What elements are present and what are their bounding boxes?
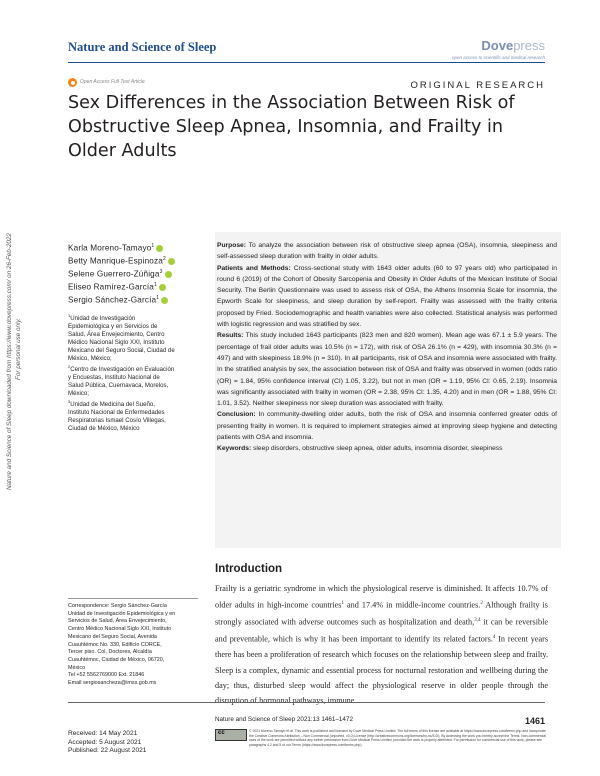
author-affiliation-ref: 1 xyxy=(153,282,157,288)
correspondence-email[interactable]: Email sergiosancheza@imss.gob.mx xyxy=(68,680,157,687)
intro-text-segment: it can be reversible and preventable, which is why it has been important to identify its related factors. xyxy=(215,618,548,645)
publisher-logo-name: Dove xyxy=(481,38,514,53)
abstract-conclusion xyxy=(217,409,557,443)
abstract-methods xyxy=(217,263,557,331)
download-watermark xyxy=(5,233,23,490)
header-divider xyxy=(68,62,545,63)
author-affiliation-ref: 1 xyxy=(156,295,160,301)
publisher-logo[interactable] xyxy=(481,38,545,53)
footer-divider xyxy=(68,702,545,703)
watermark-line: Nature and Science of Sleep downloaded from https://www.dovepress.com/ on 26-Feb-2022 xyxy=(6,233,13,490)
intro-text-segment: and 17.4% in middle-income countries. xyxy=(343,601,481,611)
published-date: Published: 22 August 2021 xyxy=(68,747,147,754)
watermark-line: For personal use only. xyxy=(15,318,22,380)
intro-text-segment: Although frailty is strongly associated with adverse outcomes such as hospitalization and death, xyxy=(215,601,548,628)
affiliation-text: Centro de Investigación en Evaluación y Encuestas, Instituto Nacional de Salud Pública, Cuernavaca, Morelos, México; xyxy=(68,366,175,398)
author-name[interactable] xyxy=(68,243,163,253)
correspondence-line: Cuauhtémoc No. 330, Edificio CORCE, xyxy=(68,641,162,648)
correspondence-line: Correspondence: Sergio Sánchez-García xyxy=(68,603,167,609)
footer-citation: Nature and Science of Sleep 2021:13 1461–1472 xyxy=(215,716,353,723)
affiliation-text: Unidad de Medicina del Sueño, Instituto Nacional de Enfermedades Respiratorias Ismael Cosío Villegas, Ciudad de México, México xyxy=(68,401,166,433)
abstract-purpose-label: Purpose: xyxy=(217,242,246,249)
affiliations xyxy=(68,312,176,433)
correspondence-line: Tercer piso. Col. Doctores, Alcaldía xyxy=(68,649,152,656)
accepted-date: Accepted: 5 August 2021 xyxy=(68,738,142,746)
open-access-label: Open Access Full Text Article xyxy=(80,79,145,85)
correspondence-block xyxy=(68,603,198,688)
publisher-logo-suffix: press xyxy=(513,38,545,53)
abstract-methods-label: Patients and Methods: xyxy=(217,264,291,272)
abstract-keywords-label: Keywords: xyxy=(217,445,252,453)
author-name-text: Eliseo Ramírez-García xyxy=(68,282,154,292)
abstract-conclusion-label: Conclusion: xyxy=(217,411,256,419)
affiliation-text: Unidad de Investigación Epidemiológica y en Servicios de Salud, Área Envejecimiento, Centro Médico Nacional Siglo XXI, Instituto Mexicano del Seguro Social, Ciudad de México, México; xyxy=(68,315,175,363)
page-number: 1461 xyxy=(524,716,545,726)
publisher-tagline: open access to scientific and medical research xyxy=(451,55,545,60)
article-title: Sex Differences in the Association Between Risk of Obstructive Sleep Apnea, Insomnia, and Frailty in Older Adults xyxy=(68,93,515,161)
citation-link[interactable]: 4 xyxy=(492,635,496,641)
correspondence-line: México xyxy=(68,664,86,671)
intro-text-segment: Frailty is a geriatric syndrome in which the physiological reserve is diminished. It affects 10.7% of older adults in high-income countries xyxy=(215,584,548,611)
introduction-heading: Introduction xyxy=(215,563,283,575)
affiliation-number: 1 xyxy=(68,313,71,318)
article-dates xyxy=(68,730,146,756)
author-name-text: Betty Manrique-Espinoza xyxy=(68,256,163,266)
author-affiliation-ref: 2 xyxy=(162,256,166,262)
intro-text-segment: In recent years there has been a proliferation of research which focuses on the relationship between sleep and frailty. Sleep is a complex, dynamic and essential process for nocturnal restoration and wellbeing during the day; thus, disturbed sleep would affect the physiological reserve in older people through the disruption of hormonal pathways, immune xyxy=(215,635,549,706)
affiliation-number: 3 xyxy=(68,399,71,405)
abstract-purpose-text: To analyze the association between risk of obstructive sleep apnea (OSA), insomnia, sleepiness and self-assessed sleep duration with frailty in older adults. xyxy=(217,242,557,261)
correspondence-line: Mexicano del Seguro Social, Avenida xyxy=(68,633,157,640)
orcid-icon[interactable] xyxy=(161,297,168,304)
affiliation-item xyxy=(68,312,176,363)
received-date: Received: 14 May 2021 xyxy=(68,730,138,737)
author-name[interactable] xyxy=(68,295,168,305)
citation-link[interactable]: 1 xyxy=(341,601,344,607)
citation-link[interactable]: 2 xyxy=(480,601,483,607)
correspondence-divider xyxy=(68,598,198,599)
abstract-results-text: This study included 1643 participants (823 men and 820 women). Mean age was 67.1 ± 5.9 years. The percentage of frail older adults was 10.5% (n = 172), with risk of OSA 26.1% (n = 429), with insomnia 30.3% (n = 497) and with sleepiness 18.9% (n = 310). In all participants, risk of OSA and insomnia were associated with frailty. In the stratified analysis by sex, the association between risk of OSA and frailty was observed in women (odds ratio (OR) = 1.84, 95% confidence interval (CI) 1.05, 3.22), but not in men (OR = 1.19, 95% CI: 0.65, 2.19). Insomnia was significantly associated with frailty in women (OR = 2.38, 95% CI: 1.35, 4.20) and in men (OR = 1.88, 95% CI: 1.01, 3.52). Neither sleepiness nor sleep duration was associated with frailty. xyxy=(217,332,557,408)
abstract-keywords-text: sleep disorders, obstructive sleep apnea, older adults, insomnia disorder, sleepiness xyxy=(253,445,503,453)
abstract-results xyxy=(217,330,557,409)
author-affiliation-ref: 3 xyxy=(159,269,163,275)
correspondence-line: Centro Médico Nacional Siglo XXI, Instituto xyxy=(68,626,172,633)
author-name[interactable] xyxy=(68,256,175,266)
affiliation-item xyxy=(68,363,176,398)
abstract-keywords xyxy=(217,443,557,454)
author-affiliation-ref: 1 xyxy=(151,243,155,249)
author-name-text: Selene Guerrero-Zúñiga xyxy=(68,269,160,279)
abstract xyxy=(217,240,557,455)
author-name[interactable] xyxy=(68,282,166,292)
affiliation-item xyxy=(68,398,176,433)
introduction-paragraph xyxy=(215,581,548,709)
abstract-purpose xyxy=(217,240,557,263)
orcid-icon[interactable] xyxy=(159,284,166,291)
author-name[interactable] xyxy=(68,269,172,279)
creative-commons-icon[interactable] xyxy=(215,729,247,741)
license-text: © 2021 Moreno-Tamayo et al. This work is published and licensed by Dove Medical Press Limited. The full terms of this license are available at https://www.dovepress.com/terms.php and incorporate the Creative Commons Attribution – Non Commercial (unported, v3.0) License (http://creativecommons.org/licenses/by-nc/3.0/). By accessing the work you hereby accept the Terms. Non-commercial uses of the work are permitted without any further permission from Dove Medical Press Limited, provided the work is properly attributed. For permission for commercial use of this work, please see paragraphs 4.2 and 5 of our Terms (https://www.dovepress.com/terms.php). xyxy=(249,729,546,747)
correspondence-line: Cuauhtémoc, Ciudad de México, 06720, xyxy=(68,656,165,663)
orcid-icon[interactable] xyxy=(165,271,172,278)
orcid-icon[interactable] xyxy=(168,258,175,265)
author-name-text: Sergio Sánchez-García xyxy=(68,295,157,305)
journal-name[interactable]: Nature and Science of Sleep xyxy=(68,40,217,54)
author-name-text: Karla Moreno-Tamayo xyxy=(68,243,152,253)
abstract-conclusion-text: In community-dwelling older adults, both the risk of OSA and insomnia conferred greater odds of presenting frailty in women. It is required to implement strategies aimed at improving sleep hygiene and detecting patients with OSA and insomnia. xyxy=(217,411,558,442)
abstract-methods-text: Cross-sectional study with 1643 older adults (60 to 97 years old) who participated in round 6 (2019) of the Cohort of Obesity Sarcopenia and Obesity in Older Adults of the Mexican Institute of Social Security. The Berlin Questionnaire was used to assess risk of OSA, the Athens Insomnia Scale for insomnia, the Epworth Scale for sleepiness, and sleep duration by self-report. Frailty was assessed with the frailty criteria proposed by Fried. Sociodemographic and health variables were also collected. Statistical analysis was performed with logistic regression and was stratified by sex. xyxy=(217,264,558,329)
correspondence-line: Unidad de Investigación Epidemiológica y en xyxy=(68,610,176,617)
correspondence-line: Servicios de Salud, Área Envejecimiento, xyxy=(68,618,167,625)
affiliation-number: 2 xyxy=(68,364,71,370)
correspondence-phone: Tel +52 5562769000 Ext. 21846 xyxy=(68,672,145,679)
open-access-icon xyxy=(68,78,77,87)
orcid-icon[interactable] xyxy=(156,245,163,252)
abstract-results-label: Results: xyxy=(217,332,244,340)
article-type: ORIGINAL RESEARCH xyxy=(410,80,545,91)
citation-link[interactable]: 3,4 xyxy=(474,618,481,624)
